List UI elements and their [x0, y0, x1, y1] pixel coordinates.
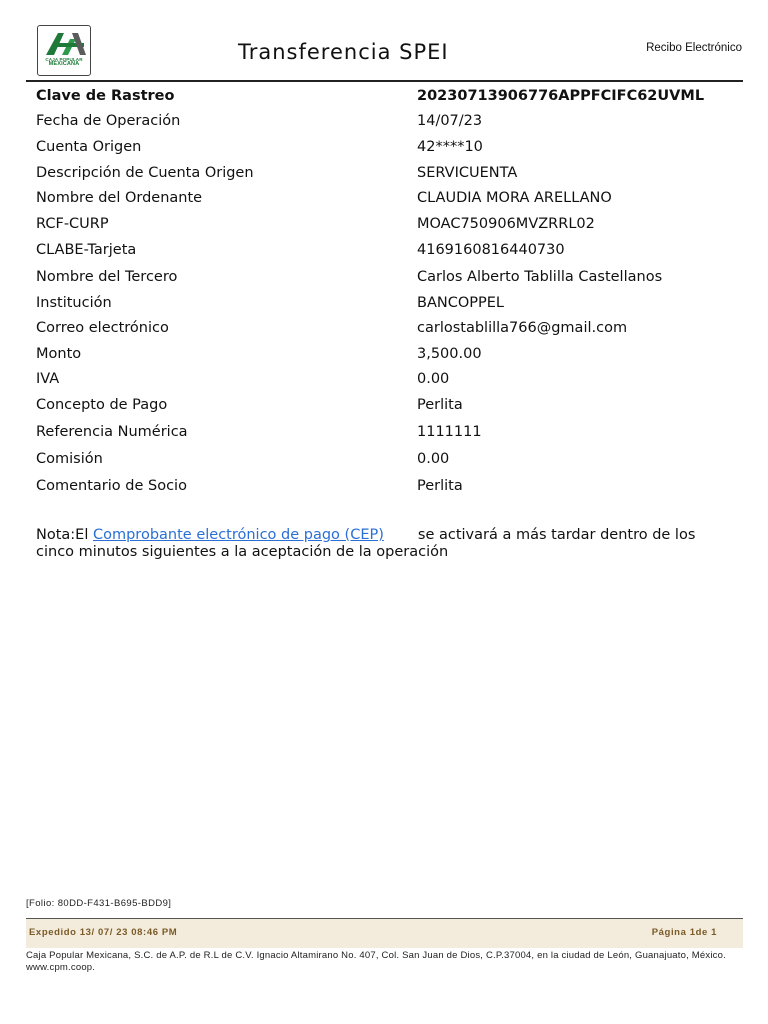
field-label: Concepto de Pago [36, 397, 168, 413]
logo-text [40, 57, 88, 67]
issued-date: Expedido 13/ 07/ 23 08:46 PM [29, 927, 178, 938]
field-value: 42****10 [417, 139, 483, 155]
logo-line1: CAJA POPULAR [45, 57, 83, 62]
field-label: Nombre del Ordenante [36, 190, 203, 206]
field-label: Institución [36, 295, 112, 311]
field-label: Comisión [36, 451, 103, 467]
cep-link[interactable]: Comprobante electrónico de pago (CEP) [92, 527, 384, 543]
folio: [Folio: 80DD-F431-B695-BDD9] [26, 898, 172, 909]
field-label: Descripción de Cuenta Origen [36, 165, 254, 181]
field-label: Referencia Numérica [36, 424, 188, 440]
field-value: 20230713906776APPFCIFC62UVML [417, 88, 705, 104]
field-label: Comentario de Socio [36, 478, 187, 494]
field-label: RCF-CURP [36, 216, 109, 232]
field-label: Cuenta Origen [36, 139, 142, 155]
nota-text [36, 527, 726, 561]
field-value: 0.00 [417, 451, 450, 467]
footer-bar [26, 918, 743, 948]
field-value: 3,500.00 [417, 346, 482, 362]
nota-prefix: Nota:El [36, 527, 93, 543]
field-label: Clave de Rastreo [36, 88, 175, 104]
field-value: carlostablilla766@gmail.com [417, 320, 628, 336]
field-value: CLAUDIA MORA ARELLANO [417, 190, 612, 206]
field-value: 1111111 [417, 424, 482, 440]
field-label: Fecha de Operación [36, 113, 181, 129]
field-value: 0.00 [417, 371, 450, 387]
field-value: 14/07/23 [417, 113, 483, 129]
receipt-subtitle: Recibo Electrónico [646, 42, 742, 54]
page-title: Transferencia SPEI [238, 40, 449, 64]
field-value: SERVICUENTA [417, 165, 518, 181]
header-divider [26, 80, 743, 82]
field-label: Nombre del Tercero [36, 269, 178, 285]
field-value: BANCOPPEL [417, 295, 504, 311]
logo [37, 25, 91, 76]
field-value: Perlita [417, 478, 463, 494]
company-address: Caja Popular Mexicana, S.C. de A.P. de R.L de C.V. Ignacio Altamirano No. 407, Col. San Juan de Dios, C.P.37004, en la ciudad de León, Guanajuato, México. www.cpm.coop. [26, 950, 726, 973]
page-number: Página 1de 1 [651, 927, 717, 938]
field-value: Perlita [417, 397, 463, 413]
field-label: Correo electrónico [36, 320, 169, 336]
field-value: MOAC750906MVZRRL02 [417, 216, 595, 232]
logo-line2: MEXICANA [48, 61, 80, 68]
field-value: Carlos Alberto Tablilla Castellanos [417, 269, 663, 285]
logo-mark-icon [42, 29, 88, 57]
nota-suffix: se activará a más tardar dentro de los cinco minutos siguientes a la aceptación de la operación [36, 527, 696, 560]
field-label: CLABE-Tarjeta [36, 242, 137, 258]
field-label: Monto [36, 346, 82, 362]
field-value: 4169160816440730 [417, 242, 565, 258]
field-label: IVA [36, 371, 60, 387]
